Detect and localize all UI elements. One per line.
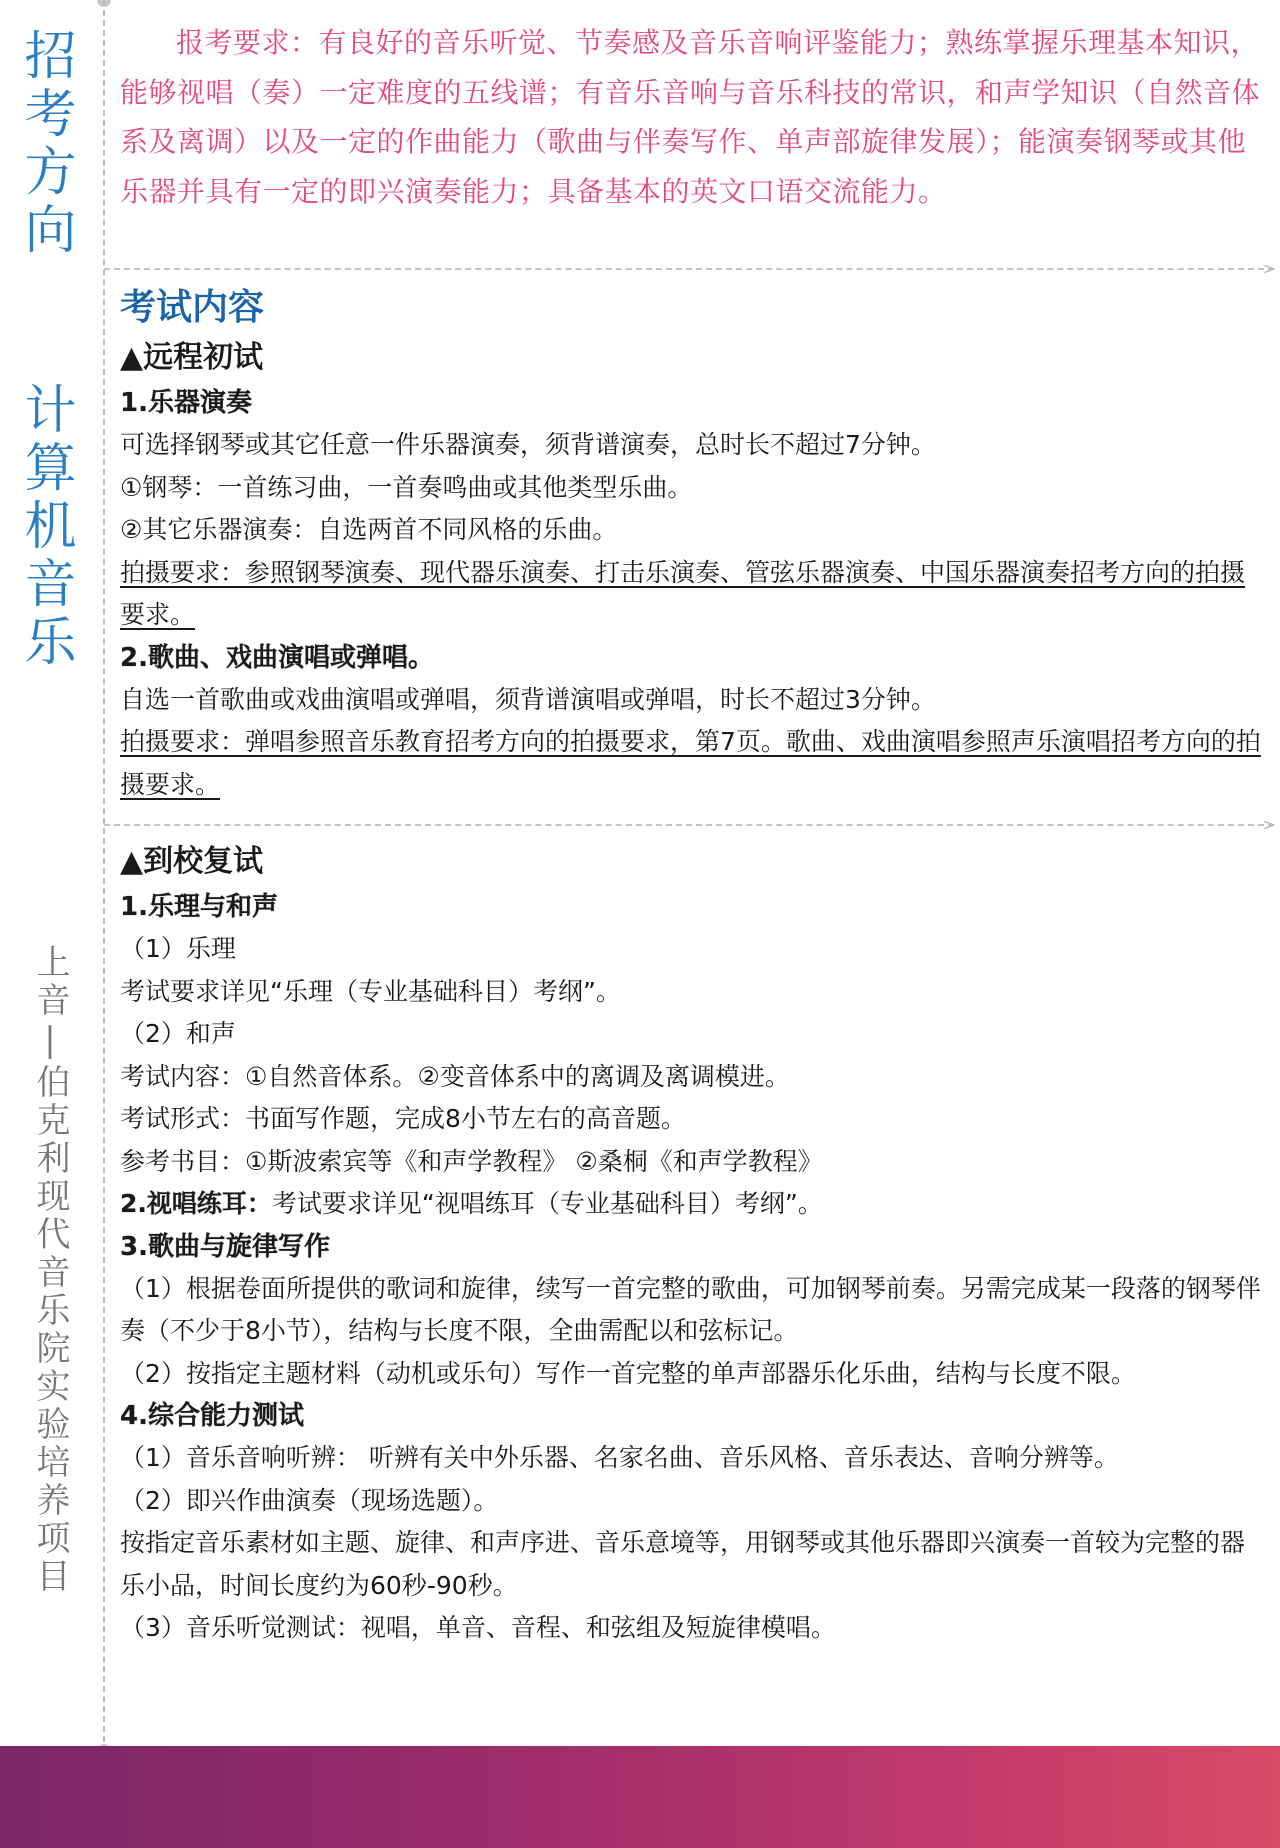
divider-arrow-icon: > [1262, 259, 1276, 278]
footer-gradient-band [0, 1746, 1280, 1848]
comprehensive-test-line: （3）音乐听觉测试：视唱，单音、音程、和弦组及短旋律模唱。 [120, 1613, 836, 1642]
singing-filming-requirement: 拍摄要求：弹唱参照音乐教育招考方向的拍摄要求，第7页。歌曲、戏曲演唱参照声乐演唱招考方向的拍摄要求。 [120, 727, 1261, 799]
sight-singing-line [120, 1183, 1268, 1226]
harmony-line: 考试内容：①自然音体系。②变音体系中的离调及离调模进。 [120, 1061, 790, 1091]
theory-line: 考试要求详见“乐理（专业基础科目）考纲”。 [120, 976, 621, 1006]
exam-content-title: 考试内容 [120, 287, 265, 328]
song-writing-line: （1）根据卷面所提供的歌词和旋律，续写一首完整的歌曲，可加钢琴前奏。另需完成某一段落的钢琴伴奏（不少于8小节），结构与长度不限，全曲需配以和弦标记。 [120, 1273, 1261, 1345]
comprehensive-test-line: （1）音乐音响听辨： 听辨有关中外乐器、名家名曲、音乐风格、音乐表达、音响分辨等。 [120, 1443, 1119, 1472]
comprehensive-test-line: （2）即兴作曲演奏（现场选题）。 [120, 1485, 499, 1515]
instrument-line: ②其它乐器演奏：自选两首不同风格的乐曲。 [120, 515, 618, 544]
sight-singing-title: 2.视唱练耳： [120, 1189, 272, 1218]
sidebar-title-direction: 招考方向 [15, 28, 75, 260]
timeline-vertical-line [103, 0, 105, 1752]
section-divider [104, 815, 1276, 834]
divider-arrow-icon: > [1262, 815, 1276, 834]
sidebar-subtitle: 上音|伯克利现代音乐院实验培养项目 [30, 944, 70, 1596]
remote-exam-title: ▲远程初试 [120, 340, 264, 375]
comprehensive-test-line: 按指定音乐素材如主题、旋律、和声序进、音乐意境等，用钢琴或其他乐器即兴演奏一首较为完整的器乐小品，时间长度约为60秒-90秒。 [120, 1528, 1246, 1600]
harmony-line: 参考书目：①斯波索宾等《和声学教程》 ②桑桐《和声学教程》 [120, 1146, 823, 1176]
harmony-label: （2）和声 [120, 1019, 236, 1048]
section-divider [104, 259, 1276, 278]
theory-harmony-title: 1.乐理与和声 [120, 892, 278, 922]
instrument-item-title: 1.乐器演奏 [120, 388, 252, 418]
song-writing-line: （2）按指定主题材料（动机或乐句）写作一首完整的单声部器乐化乐曲，结构与长度不限。 [120, 1358, 1136, 1388]
sidebar-title-major: 计算机音乐 [15, 382, 75, 672]
onsite-exam-title: ▲到校复试 [120, 844, 264, 879]
sight-singing-text: 考试要求详见“视唱练耳（专业基础科目）考纲”。 [271, 1189, 823, 1218]
requirements-paragraph: 报考要求：有良好的音乐听觉、节奏感及音乐音响评鉴能力；熟练掌握乐理基本知识，能够视唱（奏）一定难度的五线谱；有音乐音响与音乐科技的常识，和声学知识（自然音体系及离调）以及一定的作曲能力（歌曲与伴奏写作、单声部旋律发展）；能演奏钢琴或其他乐器并具有一定的即兴演奏能力；具备基本的英文口语交流能力。 [120, 26, 1261, 208]
song-writing-title: 3.歌曲与旋律写作 [120, 1231, 330, 1262]
onsite-exam-section [120, 838, 1268, 1650]
harmony-line: 考试形式：书面写作题，完成8小节左右的高音题。 [120, 1104, 686, 1133]
instrument-line: ①钢琴：一首练习曲，一首奏鸣曲或其他类型乐曲。 [120, 472, 693, 502]
singing-item-title: 2.歌曲、戏曲演唱或弹唱。 [120, 642, 434, 673]
remote-exam-section [120, 282, 1268, 806]
singing-line: 自选一首歌曲或戏曲演唱或弹唱，须背谱演唱或弹唱，时长不超过3分钟。 [120, 684, 936, 714]
theory-label: （1）乐理 [120, 934, 236, 963]
comprehensive-test-title: 4.综合能力测试 [120, 1401, 304, 1431]
instrument-line: 可选择钢琴或其它任意一件乐器演奏，须背谱演奏，总时长不超过7分钟。 [120, 430, 936, 459]
instrument-filming-requirement: 拍摄要求：参照钢琴演奏、现代器乐演奏、打击乐演奏、管弦乐器演奏、中国乐器演奏招考方向的拍摄要求。 [120, 557, 1246, 629]
